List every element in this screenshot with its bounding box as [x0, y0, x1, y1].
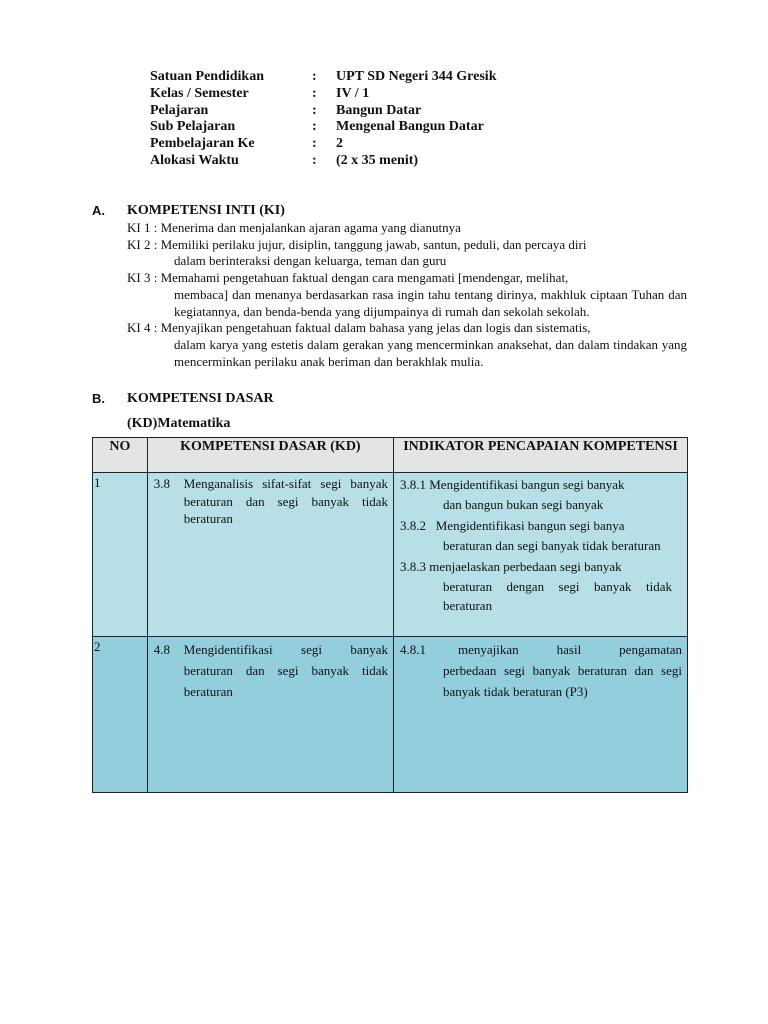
kd-cell: [147, 473, 393, 637]
section-letter: A.: [92, 203, 105, 218]
info-row-sub-pelajaran: [150, 119, 496, 136]
info-value: Mengenal Bangun Datar: [336, 119, 484, 135]
header-indikator: INDIKATOR PENCAPAIAN KOMPETENSI: [393, 438, 687, 473]
info-row-pelajaran: [150, 103, 496, 120]
ki-1: KI 1 : Menerima dan menjalankan ajaran agama yang dianutnya: [127, 220, 461, 235]
info-value: Bangun Datar: [336, 102, 422, 118]
kd-number: 3.8: [153, 476, 171, 491]
ki-4: KI 4 : Menyajikan pengetahuan faktual dalam bahasa yang jelas dan logis dan sistematis,: [127, 320, 591, 336]
info-label: Pelajaran: [150, 102, 209, 118]
indicator-item: [400, 475, 684, 495]
ki-2-continuation: dalam berinteraksi dengan keluarga, teman dan guru: [174, 253, 447, 269]
section-title: KOMPETENSI INTI (KI): [127, 203, 285, 218]
ki-2: KI 2 : Memiliki perilaku jujur, disiplin, tanggung jawab, santun, peduli, dan percaya diri: [127, 236, 587, 252]
info-colon: :: [312, 85, 317, 101]
info-row-satuan: [150, 69, 496, 86]
indicator-continuation: beraturan dan segi banyak tidak beraturan: [442, 537, 661, 553]
info-row-alokasi: [150, 153, 496, 170]
ki-3-continuation: membaca] dan menanya berdasarkan rasa ingin tahu tentang dirinya, makhluk ciptaan Tuhan dan kegiatannya, dan benda-benda yang dijumpainya di rumah dan sekolah sekolah.: [174, 286, 687, 319]
indicator-item: [400, 557, 684, 577]
table-row: [93, 637, 688, 793]
table-row: [93, 473, 688, 637]
info-colon: :: [312, 119, 317, 135]
indicator-cell: [393, 637, 687, 793]
row-number: 2: [93, 637, 148, 793]
ki-list: [127, 220, 687, 370]
kd-subtitle: (KD)Matematika: [127, 416, 231, 431]
info-colon: :: [312, 136, 317, 152]
info-label: Kelas / Semester: [150, 85, 249, 101]
section-letter: B.: [92, 391, 105, 406]
indicator-continuation: dan bangun bukan segi banyak: [442, 496, 604, 512]
info-label: Alokasi Waktu: [150, 152, 239, 168]
info-value: UPT SD Negeri 344 Gresik: [336, 69, 497, 84]
ki-4-continuation: dalam karya yang estetis dalam gerakan yang mencerminkan anaksehat, dan dalam tindakan yang mencerminkan perilaku anak beriman dan berakhlak mulia.: [174, 336, 687, 369]
indicator-number: 3.8.1: [399, 477, 426, 492]
info-row-kelas: [150, 86, 496, 103]
info-label: Satuan Pendidikan: [150, 69, 264, 84]
info-label: Pembelajaran Ke: [150, 136, 255, 152]
kd-cell: [147, 637, 393, 793]
indicator-item: [400, 516, 684, 536]
table-header-row: [93, 438, 688, 473]
header-kd: KOMPETENSI DASAR (KD): [147, 438, 393, 473]
kd-number: 4.8: [153, 642, 171, 657]
indicator-number: 3.8.3: [399, 559, 426, 574]
info-row-pembelajaran: [150, 136, 496, 153]
info-value: (2 x 35 menit): [336, 152, 419, 168]
kd-text: Menganalisis sifat-sifat segi banyak beraturan dan segi banyak tidak beraturan: [183, 476, 388, 526]
indicator-text: Mengidentifikasi bangun segi banya: [435, 518, 625, 533]
ki-3: KI 3 : Memahami pengetahuan faktual dengan cara mengamati [mendengar, melihat,: [127, 270, 569, 286]
header-no: NO: [93, 438, 148, 473]
indicator-text: Mengidentifikasi bangun segi banyak: [429, 477, 625, 492]
indicator-continuation: perbedaan segi banyak beraturan dan segi banyak tidak beraturan (P3): [442, 663, 682, 699]
lesson-info: [150, 69, 496, 170]
info-colon: :: [312, 152, 317, 168]
indicator-number: 3.8.2: [399, 518, 426, 533]
kd-table: [92, 437, 688, 793]
info-colon: :: [312, 69, 317, 84]
row-number: 1: [93, 473, 148, 637]
indicator-number: 4.8.1: [399, 642, 426, 657]
indicator-continuation: beraturan dengan segi banyak tidak beraturan: [442, 578, 672, 613]
indicator-text: menyajikan hasil pengamatan: [457, 642, 682, 657]
info-colon: :: [312, 102, 317, 118]
indicator-item: [400, 639, 684, 660]
indicator-text: menjaelaskan perbedaan segi banyak: [429, 559, 622, 574]
info-value: IV / 1: [336, 85, 370, 101]
section-title: KOMPETENSI DASAR: [127, 391, 274, 406]
info-value: 2: [336, 136, 343, 152]
kd-text: Mengidentifikasi segi banyak beraturan dan segi banyak tidak beraturan: [183, 642, 388, 699]
indicator-cell: [393, 473, 687, 637]
info-label: Sub Pelajaran: [150, 119, 236, 135]
